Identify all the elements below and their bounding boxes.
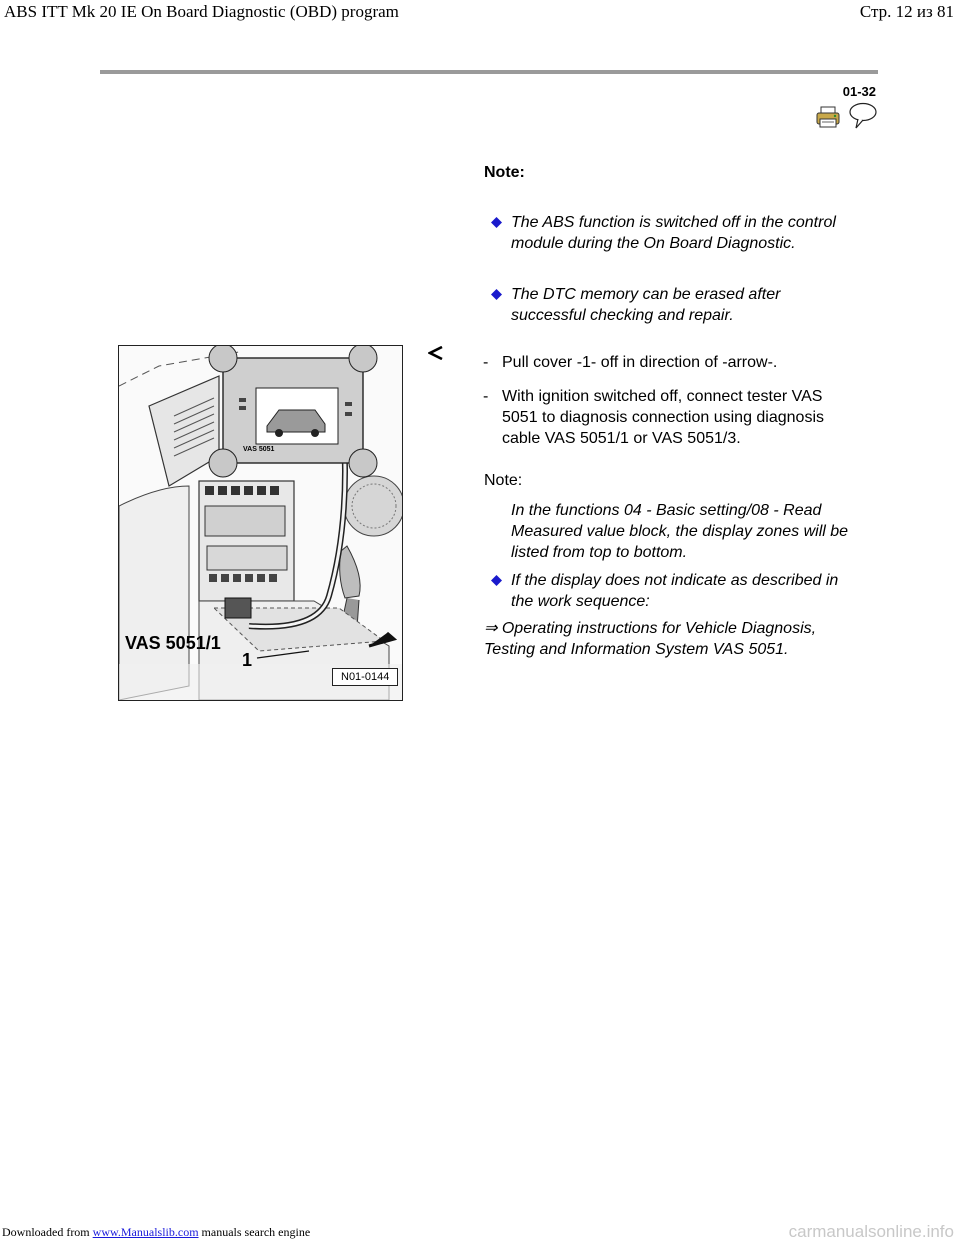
step-item: [483, 352, 778, 373]
page-counter: Стр. 12 из 81: [859, 2, 954, 21]
reference-line: Testing and Information System VAS 5051.: [484, 641, 789, 658]
diamond-bullet-icon: [491, 217, 502, 228]
note-item-line: module during the On Board Diagnostic.: [511, 235, 796, 252]
document-title: ABS ITT Mk 20 IE On Board Diagnostic (OBD) program: [4, 2, 399, 21]
reference-link[interactable]: [484, 618, 816, 660]
reference-line: ⇒ Operating instructions for Vehicle Diagnosis,: [484, 620, 817, 637]
printer-icon[interactable]: [816, 106, 840, 133]
note-item: [511, 212, 836, 254]
note-item-line: the work sequence:: [511, 593, 650, 610]
header-rule: [100, 70, 878, 74]
footer-suffix: manuals search engine: [198, 1225, 311, 1239]
diamond-bullet-icon: [491, 289, 502, 300]
item-number-label: 1: [242, 650, 253, 670]
speech-bubble-icon[interactable]: [848, 102, 878, 135]
note-item: [511, 570, 838, 612]
note-item-line: The ABS function is switched off in the control: [511, 214, 836, 231]
note-heading: Note:: [484, 472, 523, 489]
note-item-line: listed from top to bottom.: [511, 544, 688, 561]
figure-id: N01-0144: [332, 668, 398, 686]
note-item-line: In the functions 04 - Basic setting/08 - Read: [511, 502, 822, 519]
note-item-line: The DTC memory can be erased after: [511, 286, 781, 303]
watermark: carmanualsonline.info: [788, 1222, 954, 1241]
step-line: 5051 to diagnosis connection using diagnosis: [502, 409, 825, 426]
step-line: Pull cover -1- off in direction of -arrow-.: [502, 354, 778, 371]
procedure-illustration: [118, 345, 403, 701]
note-item-line: If the display does not indicate as described in: [511, 572, 839, 589]
footer-prefix: Downloaded from: [2, 1225, 93, 1239]
page-code: 01-32: [842, 84, 876, 99]
step-dash: -: [483, 354, 489, 371]
arrow-left-icon: [428, 346, 444, 365]
note-item: [511, 500, 877, 563]
tester-label: VAS 5051: [243, 446, 275, 453]
manualslib-link[interactable]: www.Manualslib.com: [92, 1225, 199, 1239]
cable-label: VAS 5051/1: [125, 633, 221, 653]
step-item: [483, 386, 825, 449]
download-footer: [2, 1225, 310, 1240]
note-item-line: successful checking and repair.: [511, 307, 734, 324]
step-line: With ignition switched off, connect tester VAS: [502, 388, 823, 405]
note-item-line: Measured value block, the display zones will be: [511, 523, 849, 540]
note-item: [511, 284, 780, 326]
note-heading: Note:: [484, 164, 525, 181]
step-line: cable VAS 5051/1 or VAS 5051/3.: [502, 430, 741, 447]
diamond-bullet-icon: [491, 575, 502, 586]
step-dash: -: [483, 388, 489, 405]
